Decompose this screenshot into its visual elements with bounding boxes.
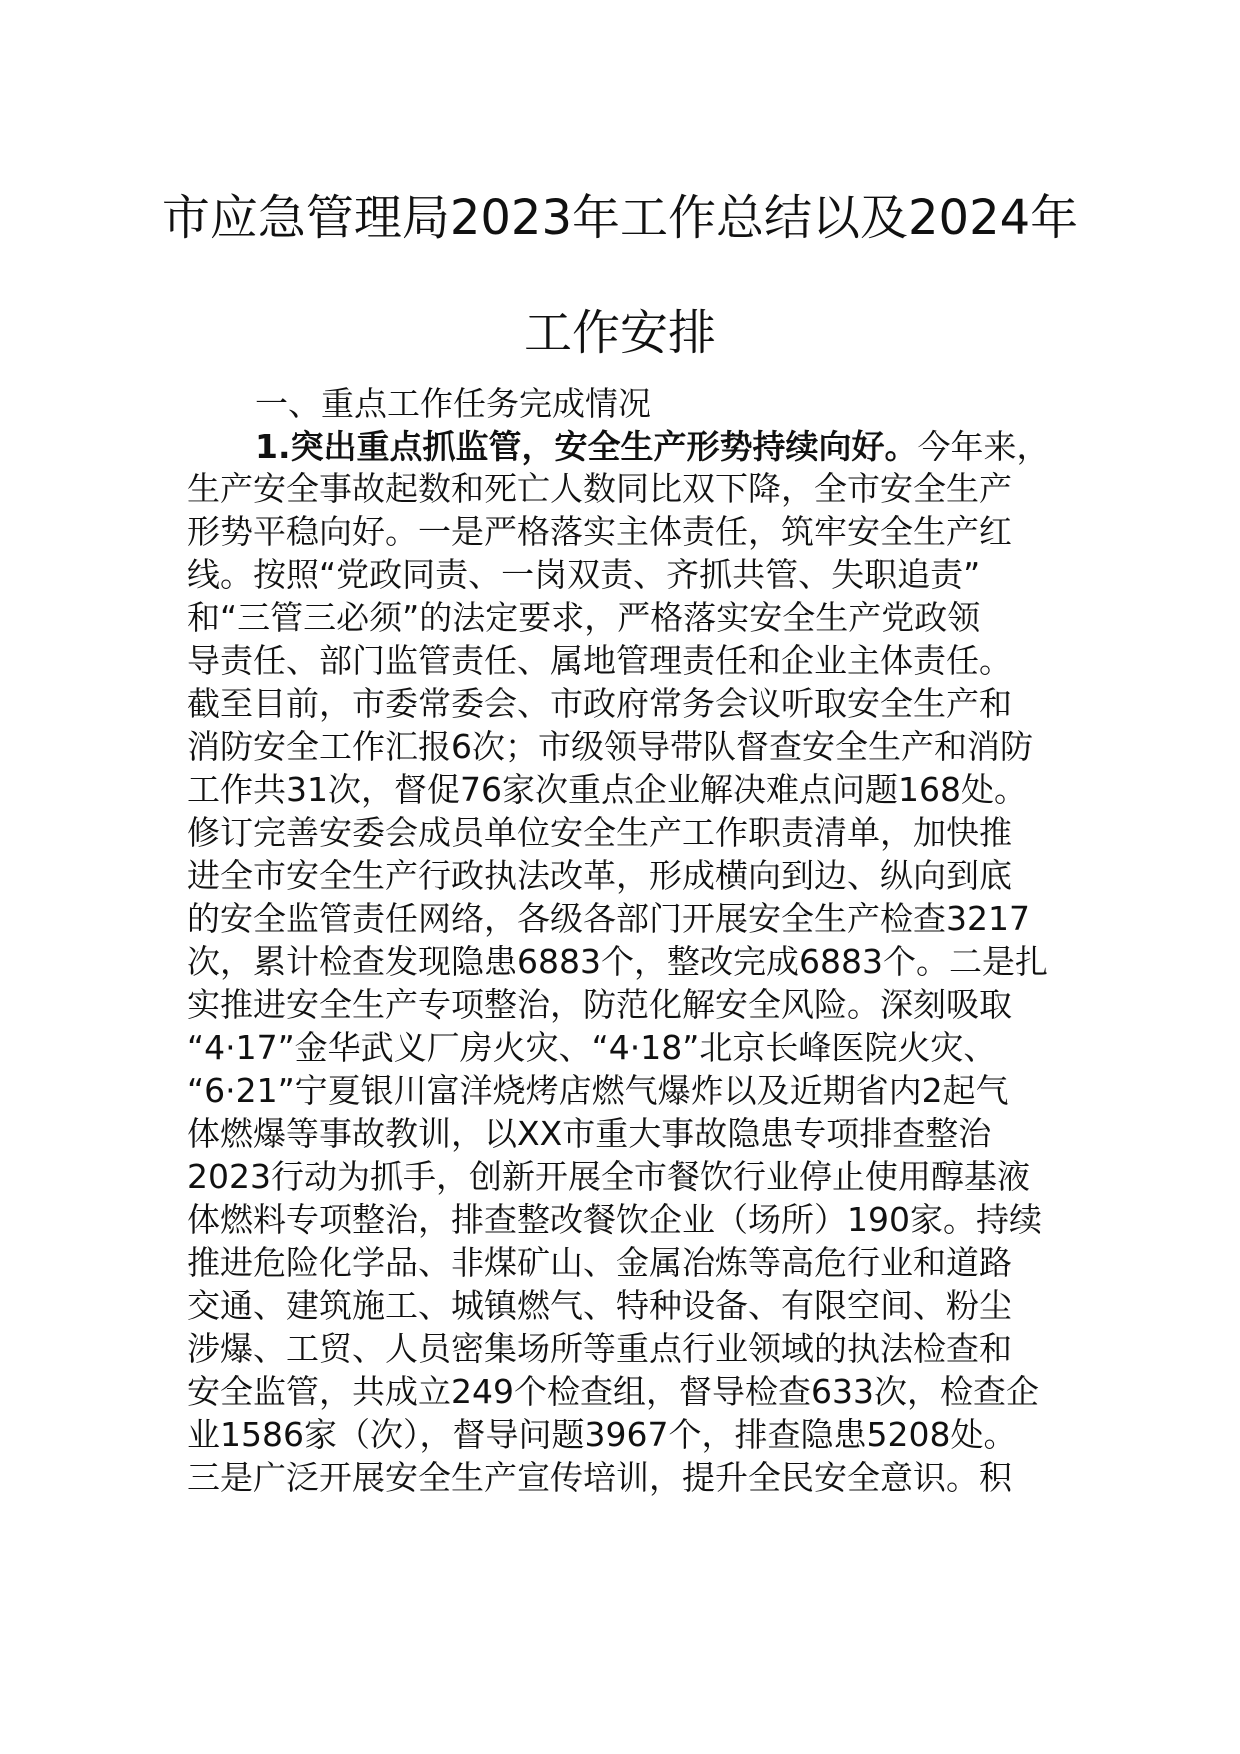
body-line: 次，累计检查发现隐患6883个，整改完成6883个。二是扎 bbox=[187, 942, 1048, 981]
paragraph-first-line bbox=[255, 425, 1135, 469]
body-line: 业1586家（次），督导问题3967个，排查隐患5208处。 bbox=[187, 1415, 1017, 1454]
body-line: 推进危险化学品、非煤矿山、金属冶炼等高危行业和道路 bbox=[187, 1243, 1012, 1282]
body-line: 体燃料专项整治，排查整改餐饮企业（场所）190家。持续 bbox=[187, 1200, 1042, 1239]
body-line: 截至目前，市委常委会、市政府常务会议听取安全生产和 bbox=[187, 684, 1012, 723]
body-line: 安全监管，共成立249个检查组，督导检查633次，检查企 bbox=[187, 1372, 1039, 1411]
body-line: “6·21”宁夏银川富洋烧烤店燃气爆炸以及近期省内2起气 bbox=[187, 1071, 1009, 1110]
paragraph-lead-bold: 1.突出重点抓监管，安全生产形势持续向好。 bbox=[255, 427, 918, 466]
document-title-line-1: 市应急管理局2023年工作总结以及2024年 bbox=[161, 190, 1079, 246]
body-line: 消防安全工作汇报6次；市级领导带队督查安全生产和消防 bbox=[187, 727, 1033, 766]
body-line: 工作共31次，督促76家次重点企业解决难点问题168处。 bbox=[187, 770, 1027, 809]
body-line: 和“三管三必须”的法定要求，严格落实安全生产党政领 bbox=[187, 598, 981, 637]
body-line: 实推进安全生产专项整治，防范化解安全风险。深刻吸取 bbox=[187, 985, 1012, 1024]
body-line: 修订完善安委会成员单位安全生产工作职责清单，加快推 bbox=[187, 813, 1012, 852]
body-line: 体燃爆等事故教训，以XX市重大事故隐患专项排查整治 bbox=[187, 1114, 992, 1153]
section-heading: 一、重点工作任务完成情况 bbox=[255, 384, 651, 423]
body-line: 进全市安全生产行政执法改革，形成横向到边、纵向到底 bbox=[187, 856, 1012, 895]
body-line: 三是广泛开展安全生产宣传培训，提升全民安全意识。积 bbox=[187, 1458, 1012, 1497]
body-line: 的安全监管责任网络，各级各部门开展安全生产检查3217 bbox=[187, 899, 1030, 938]
body-line: 形势平稳向好。一是严格落实主体责任，筑牢安全生产红 bbox=[187, 512, 1012, 551]
body-line: 线。按照“党政同责、一岗双责、齐抓共管、失职追责” bbox=[187, 555, 981, 594]
body-line: 导责任、部门监管责任、属地管理责任和企业主体责任。 bbox=[187, 641, 1012, 680]
paragraph-lead-rest: 今年来， bbox=[917, 427, 1050, 466]
document-title-line-2: 工作安排 bbox=[523, 305, 716, 361]
body-line: 生产安全事故起数和死亡人数同比双下降，全市安全生产 bbox=[187, 469, 1012, 508]
body-line: 交通、建筑施工、城镇燃气、特种设备、有限空间、粉尘 bbox=[187, 1286, 1012, 1325]
body-line: 2023行动为抓手，创新开展全市餐饮行业停止使用醇基液 bbox=[187, 1157, 1030, 1196]
body-line: “4·17”金华武义厂房火灾、“4·18”北京长峰医院火灾、 bbox=[187, 1028, 997, 1067]
body-line: 涉爆、工贸、人员密集场所等重点行业领域的执法检查和 bbox=[187, 1329, 1012, 1368]
